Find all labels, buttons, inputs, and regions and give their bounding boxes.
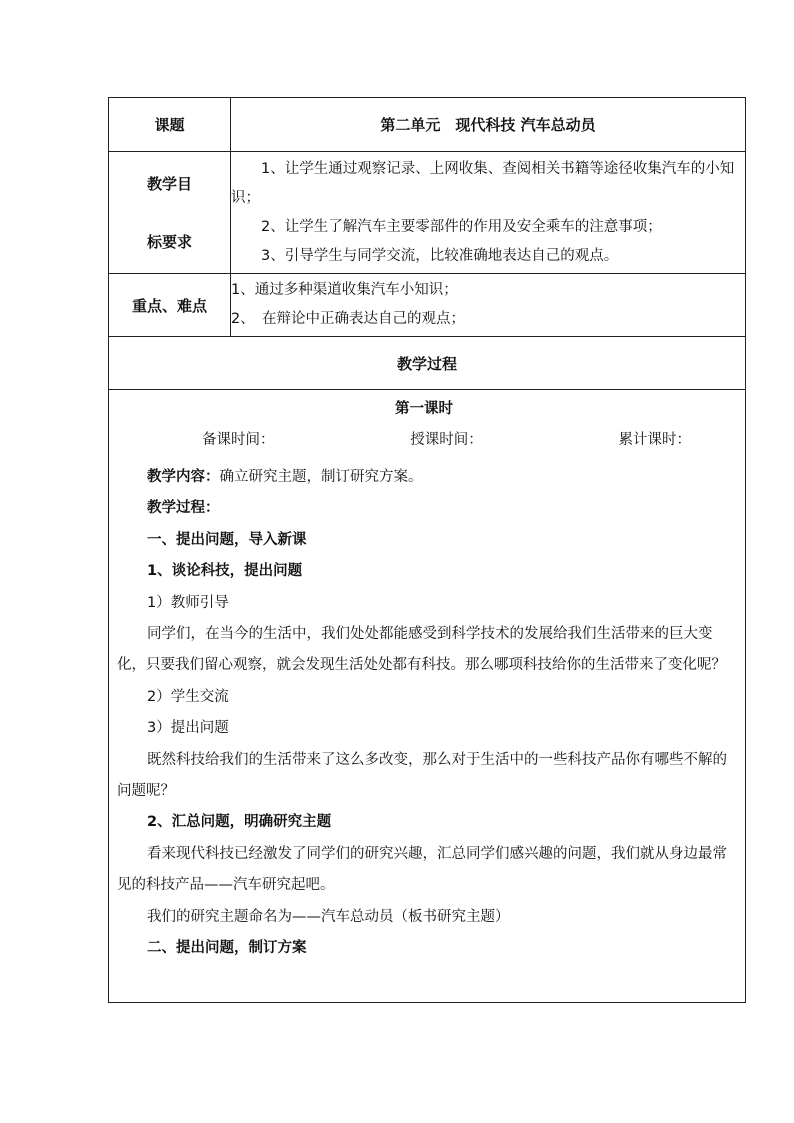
lesson-times bbox=[117, 422, 731, 462]
process-label: 教学过程： bbox=[147, 500, 220, 517]
paragraph: 看来现代科技已经激发了同学们的研究兴趣，汇总同学们感兴趣的问题，我们就从身边最常见的科技产品——汽车研究起吧。 bbox=[117, 845, 727, 894]
lesson-title: 第一课时 bbox=[395, 401, 453, 417]
paragraph: 同学们，在当今的生活中，我们处处都能感受到科学技术的发展给我们生活带来的巨大变化，只要我们留心观察，就会发现生活处处都有科技。那么哪项科技给你的生活带来了变化呢？ bbox=[117, 626, 726, 674]
process-body bbox=[109, 390, 746, 1003]
sub-heading: 1、谈论科技，提出问题 bbox=[147, 563, 303, 580]
content-value: 确立研究主题，制订研究方案。 bbox=[219, 469, 423, 485]
goals-label-line1: 教学目 bbox=[146, 174, 192, 193]
paragraph: 我们的研究主题命名为——汽车总动员（板书研究主题） bbox=[147, 908, 510, 925]
lesson-plan-table bbox=[108, 97, 746, 1003]
step-item: 3）提出问题 bbox=[147, 720, 229, 737]
process-header-row bbox=[109, 337, 746, 390]
topic-value: 第二单元 现代科技 汽车总动员 bbox=[231, 98, 746, 152]
keypoints-label: 重点、难点 bbox=[109, 274, 231, 337]
step-item: 1）教师引导 bbox=[147, 594, 229, 611]
sub-heading: 2、汇总问题，明确研究主题 bbox=[147, 814, 332, 831]
section-heading: 二、提出问题，制订方案 bbox=[147, 940, 307, 957]
paragraph: 既然科技给我们的生活带来了这么多改变，那么对于生活中的一些科技产品你有哪些不解的问题呢？ bbox=[117, 751, 727, 800]
goals-list bbox=[231, 152, 746, 274]
process-header: 教学过程 bbox=[109, 337, 746, 390]
goal-item: 3、引导学生与同学交流，比较准确地表达自己的观点。 bbox=[261, 248, 619, 264]
content-label: 教学内容： bbox=[147, 469, 220, 485]
total-hours: 累计课时： bbox=[618, 432, 691, 448]
prep-time: 备课时间： bbox=[202, 432, 275, 448]
goal-item: 1、让学生通过观察记录、上网收集、查阅相关书籍等途径收集汽车的小知识； bbox=[231, 161, 735, 206]
step-item: 2）学生交流 bbox=[147, 688, 229, 705]
keypoints-list bbox=[231, 274, 746, 337]
goals-row bbox=[109, 152, 746, 274]
section-heading: 一、提出问题，导入新课 bbox=[147, 531, 307, 548]
topic-label: 课题 bbox=[109, 98, 231, 152]
topic-row bbox=[109, 98, 746, 152]
process-body-row bbox=[109, 390, 746, 1003]
goal-item: 2、让学生了解汽车主要零部件的作用及安全乘车的注意事项； bbox=[261, 219, 662, 235]
keypoint-item: 1、通过多种渠道收集汽车小知识； bbox=[231, 282, 458, 298]
goals-label-line2: 标要求 bbox=[146, 232, 192, 251]
keypoint-item: 2、 在辩论中正确表达自己的观点； bbox=[231, 311, 465, 327]
keypoints-row bbox=[109, 274, 746, 337]
teach-time: 授课时间： bbox=[410, 432, 483, 448]
content-line bbox=[117, 462, 731, 493]
goals-label bbox=[109, 152, 231, 274]
